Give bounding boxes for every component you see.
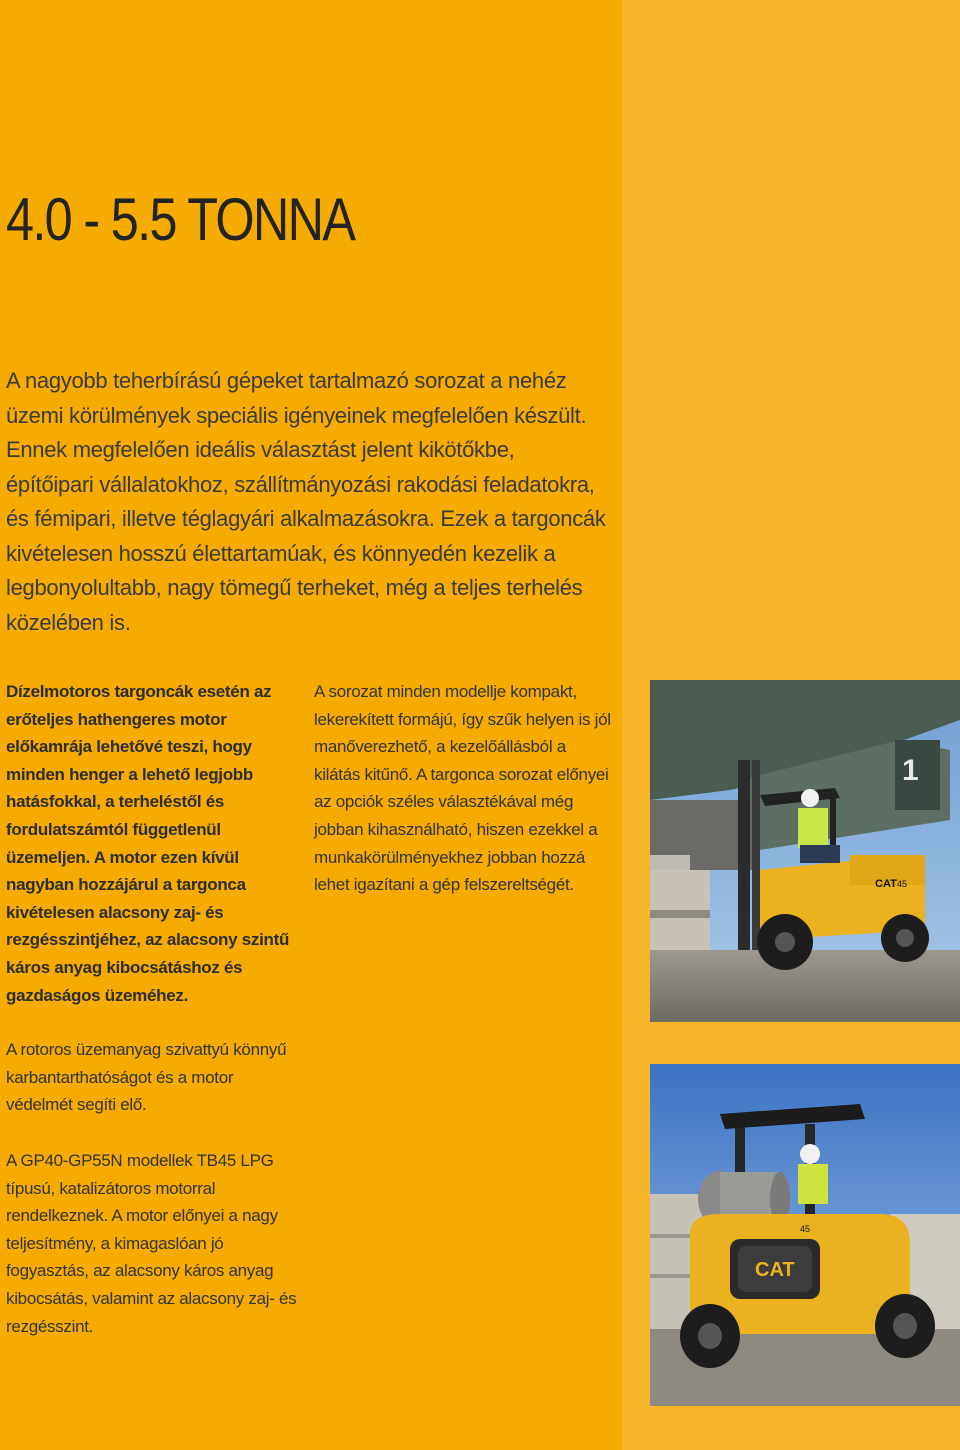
forklift-port-photo [650, 680, 960, 1022]
intro-paragraph: A nagyobb teherbírású gépeket tartalmazó sorozat a nehéz üzemi körülmények speciális igényeinek megfelelően készült. Ennek megfelelően ideális választást jelent kikötőkbe, építőipari vállalatokhoz, szállítmányozási rakodási feladatokra, és fémipari, illetve téglagyári alkalmazásokra. Ezek a targoncák kivételesen hosszú élettartamúak, és könnyedén kezelik a legbonyolultabb, nagy tömegű terheket, még a teljes terhelés közelében is. [6, 368, 606, 635]
diesel-engine-paragraph: Dízelmotoros targoncák esetén az erőteljes hathengeres motor előkamrája lehetővé teszi, hogy minden henger a lehető legjobb hatásfokkal, a terheléstől és fordulatszámtól függetlenül üzemeljen. A motor ezen kívül nagyban hozzájárul a targonca kivételesen alacsony zaj- és rezgésszintjéhez, az alacsony szintű káros anyag kibocsátáshoz és gazdaságos üzeméhez. [6, 682, 290, 1005]
brand-logo-rear: CAT [755, 1259, 795, 1281]
brand-logo: CAT [875, 878, 897, 890]
model-number: 45 [897, 879, 908, 889]
model-number-rear: 45 [800, 1224, 811, 1234]
fuel-pump-paragraph: A rotoros üzemanyag szivattyú könnyű karbantarthatóságot és a motor védelmét segíti elő. [6, 1040, 287, 1115]
compact-design-paragraph: A sorozat minden modellje kompakt, lekerekített formájú, így szűk helyen is jól manőverezhető, a kezelőállásból a kilátás kitűnő. A targonca sorozat előnyei az opciók széles választékával még jobban kihasználható, hiszen ezekkel a munkakörülményekhez jobban hozzá lehet igazítani a gép felszereltségét. [314, 682, 611, 895]
forklift-lpg-photo [650, 1064, 960, 1406]
lpg-engine-paragraph: A GP40-GP55N modellek TB45 LPG típusú, katalizátoros motorral rendelkeznek. A motor előnyei a nagy teljesítmény, a kimagaslóan jó fogyasztás, az alacsony káros anyag kibocsátás, valamint az alacsony zaj- és rezgésszint. [6, 1151, 297, 1336]
page-title: 4.0 - 5.5 TONNA [6, 186, 355, 253]
container-number: 1 [902, 754, 919, 787]
